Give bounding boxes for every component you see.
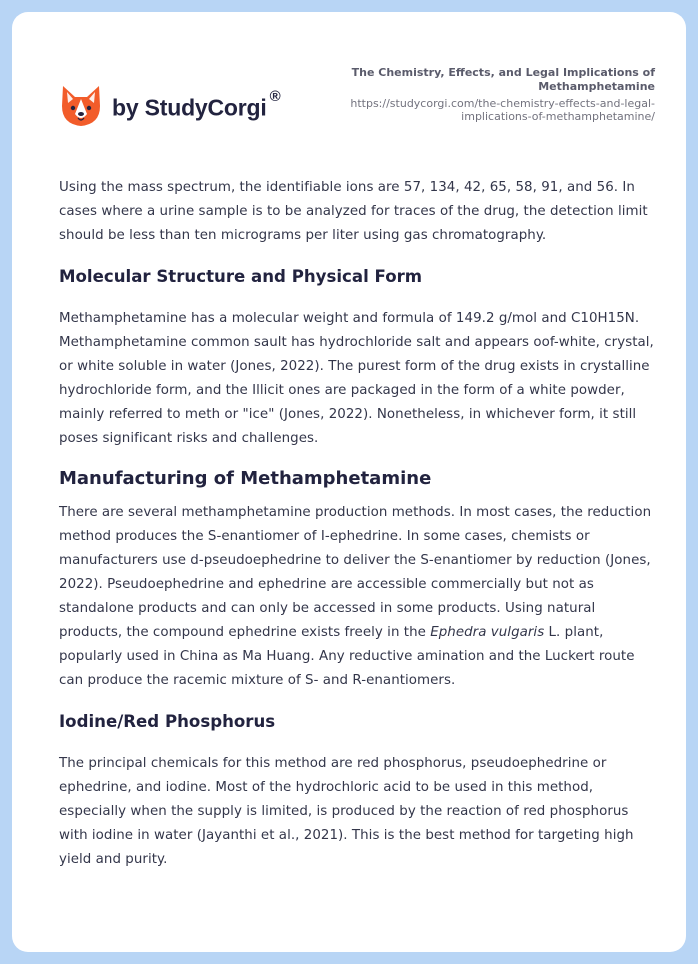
section-paragraph-iodine-red-phosphorus: The principal chemicals for this method are red phosphorus, pseudoephedrine or ephedrine, and iodine. Most of the hydrochloric acid to be used in this method, especially when the supply is limited, is produced by the reaction of red phosphorus with iodine in water (Jayanthi et al., 2021). This is the best method for targeting high yield and purity. (59, 756, 634, 867)
manufacturing-text-part-2: L. plant, popularly used in China as Ma Huang. Any reductive amination and the Luckert route can produce the racemic mixture of S- and R-enantiomers. (59, 625, 635, 688)
plant-species-name: Ephedra vulgaris (430, 625, 545, 640)
section-heading-iodine-red-phosphorus: Iodine/Red Phosphorus (59, 712, 276, 731)
section-paragraph-manufacturing (59, 501, 659, 693)
document-meta (335, 66, 655, 123)
corgi-icon (60, 84, 102, 128)
document-url[interactable]: https://studycorgi.com/the-chemistry-effects-and-legal-implications-of-methamphetamine/ (350, 97, 655, 123)
manufacturing-text-part-1: There are several methamphetamine production methods. In most cases, the reduction method produces the S-enantiomer of I-ephedrine. In some cases, chemists or manufacturers use d-pseudoephedrine to deliver the S-enantiomer by reduction (Jones, 2022). Pseudoephedrine and ephedrine are accessible commercially but not as standalone products and can only be accessed in some products. Using natural products, the compound ephedrine exists freely in the (59, 505, 652, 640)
document-page (12, 12, 686, 952)
studycorgi-logo[interactable] (60, 76, 280, 136)
brand-name (112, 88, 281, 122)
document-body (59, 176, 659, 872)
section-heading-manufacturing: Manufacturing of Methamphetamine (59, 468, 432, 489)
brand-text: by StudyCorgi (112, 94, 267, 121)
registered-mark: ® (269, 88, 281, 106)
document-title: The Chemistry, Effects, and Legal Implications of Methamphetamine (351, 66, 655, 93)
section-heading-molecular-structure: Molecular Structure and Physical Form (59, 267, 423, 286)
intro-paragraph: Using the mass spectrum, the identifiable ions are 57, 134, 42, 65, 58, 91, and 56. In cases where a urine sample is to be analyzed for traces of the drug, the detection limit should be less than ten micrograms per liter using gas chromatography. (59, 180, 648, 243)
section-paragraph-molecular-structure: Methamphetamine has a molecular weight and formula of 149.2 g/mol and C10H15N. Methamphetamine common sault has hydrochloride salt and appears oof-white, crystal, or white soluble in water (Jones, 2022). The purest form of the drug exists in crystalline hydrochloride form, and the Illicit ones are packaged in the form of a white powder, mainly referred to meth or "ice" (Jones, 2022). Nonetheless, in whichever form, it still poses significant risks and challenges. (59, 311, 654, 446)
